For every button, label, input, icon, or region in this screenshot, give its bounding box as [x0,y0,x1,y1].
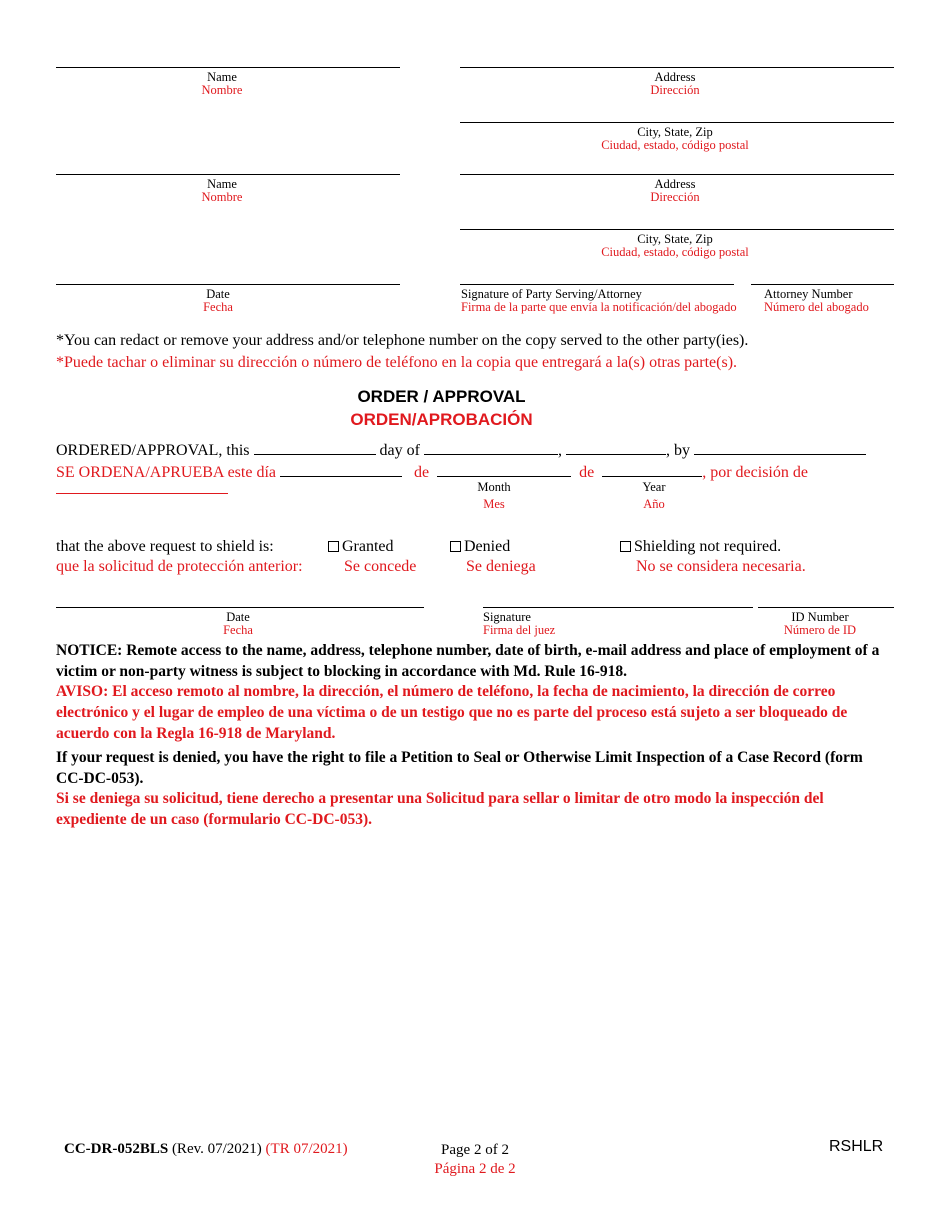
day-field-es[interactable] [280,462,402,477]
denied-note-es: Si se deniega su solicitud, tiene derecho a presentar una Solicitud para sellar o limitar de otro modo la inspección del expediente de un caso (formulario CC-DC-053). [56,790,824,828]
month-field-es[interactable] [437,462,571,477]
city-line-2[interactable] [460,229,894,230]
page-number: Page 2 of 2 Página 2 de 2 [434,1142,516,1177]
denied-option[interactable]: Denied [450,537,510,557]
denied-label-es: Se deniega [466,558,536,575]
signature-line[interactable] [460,284,734,285]
granted-label-es: Se concede [344,558,417,575]
date-label: Date Fecha [203,287,233,314]
form-code: RSHLR [829,1138,884,1155]
judge-field-es[interactable] [56,493,228,494]
not-required-checkbox[interactable] [620,541,631,552]
order-date-label: Date Fecha [223,610,253,637]
order-title-en: ORDER / APPROVAL [357,387,526,406]
order-line-en: ORDERED/APPROVAL, this day of , , by [56,440,950,461]
name-label-1: Name Nombre [201,70,243,97]
attorney-number-line[interactable] [751,284,894,285]
request-label-es: que la solicitud de protección anterior: [56,558,303,575]
form-id: CC-DR-052BLS (Rev. 07/2021) (TR 07/2021) [64,1141,348,1157]
not-required-label-es: No se considera necesaria. [636,558,806,575]
date-line[interactable] [56,284,400,285]
order-line-es: SE ORDENA/APRUEBA este día de de , por decisión de [56,464,808,481]
address-label-2: Address Dirección [650,177,700,204]
month-field-en[interactable] [424,440,558,455]
attorney-number-label: Attorney Number Número del abogado [764,287,869,314]
city-label-2: City, State, Zip Ciudad, estado, código postal [601,232,749,259]
name-line-2[interactable] [56,174,400,175]
id-number-line[interactable] [758,607,894,608]
denied-checkbox[interactable] [450,541,461,552]
redact-note-es: *Puede tachar o eliminar su dirección o número de teléfono en la copia que entregará a la(s) otras parte(s). [56,354,738,371]
year-field-en[interactable] [566,440,666,455]
order-date-line[interactable] [56,607,424,608]
request-label-en: that the above request to shield is: [56,538,274,555]
judge-signature-line[interactable] [483,607,753,608]
city-label-1: City, State, Zip Ciudad, estado, código postal [601,125,749,152]
city-line-1[interactable] [460,122,894,123]
year-field-es[interactable] [602,462,702,477]
order-title-es: ORDEN/APROBACIÓN [350,410,533,429]
address-line-1[interactable] [460,67,894,68]
address-label-1: Address Dirección [650,70,700,97]
id-number-label: ID Number Número de ID [783,610,857,637]
address-line-2[interactable] [460,174,894,175]
granted-option[interactable]: Granted [328,537,394,557]
granted-checkbox[interactable] [328,541,339,552]
redact-note-en: *You can redact or remove your address and/or telephone number on the copy served to the other party(ies). [56,332,749,349]
name-line-1[interactable] [56,67,400,68]
name-label-2: Name Nombre [201,177,243,204]
notice-en: NOTICE: Remote access to the name, address, telephone number, date of birth, e-mail address and place of employment of a victim or non-party witness is subject to blocking in accordance with Md. Rule 16-918. [56,642,880,680]
judge-field-en[interactable] [694,440,866,455]
notice-es: AVISO: El acceso remoto al nombre, la dirección, el número de teléfono, la fecha de nacimiento, la dirección de correo electrónico y el lugar de empleo de una víctima o de un testigo que no es parte del proceso está sujeto a ser bloqueado de acuerdo con la Regla 16-918 de Maryland. [56,683,848,742]
month-label: Month Mes [477,480,511,511]
denied-note-en: If your request is denied, you have the right to file a Petition to Seal or Otherwise Limit Inspection of a Case Record (form CC-DC-053). [56,749,863,787]
signature-label: Signature of Party Serving/Attorney Firma de la parte que envía la notificación/del abogado [461,287,737,314]
judge-signature-label: Signature Firma del juez [483,610,556,637]
not-required-option[interactable]: Shielding not required. [620,537,781,557]
day-field-en[interactable] [254,440,376,455]
year-label: Year Año [642,480,666,511]
